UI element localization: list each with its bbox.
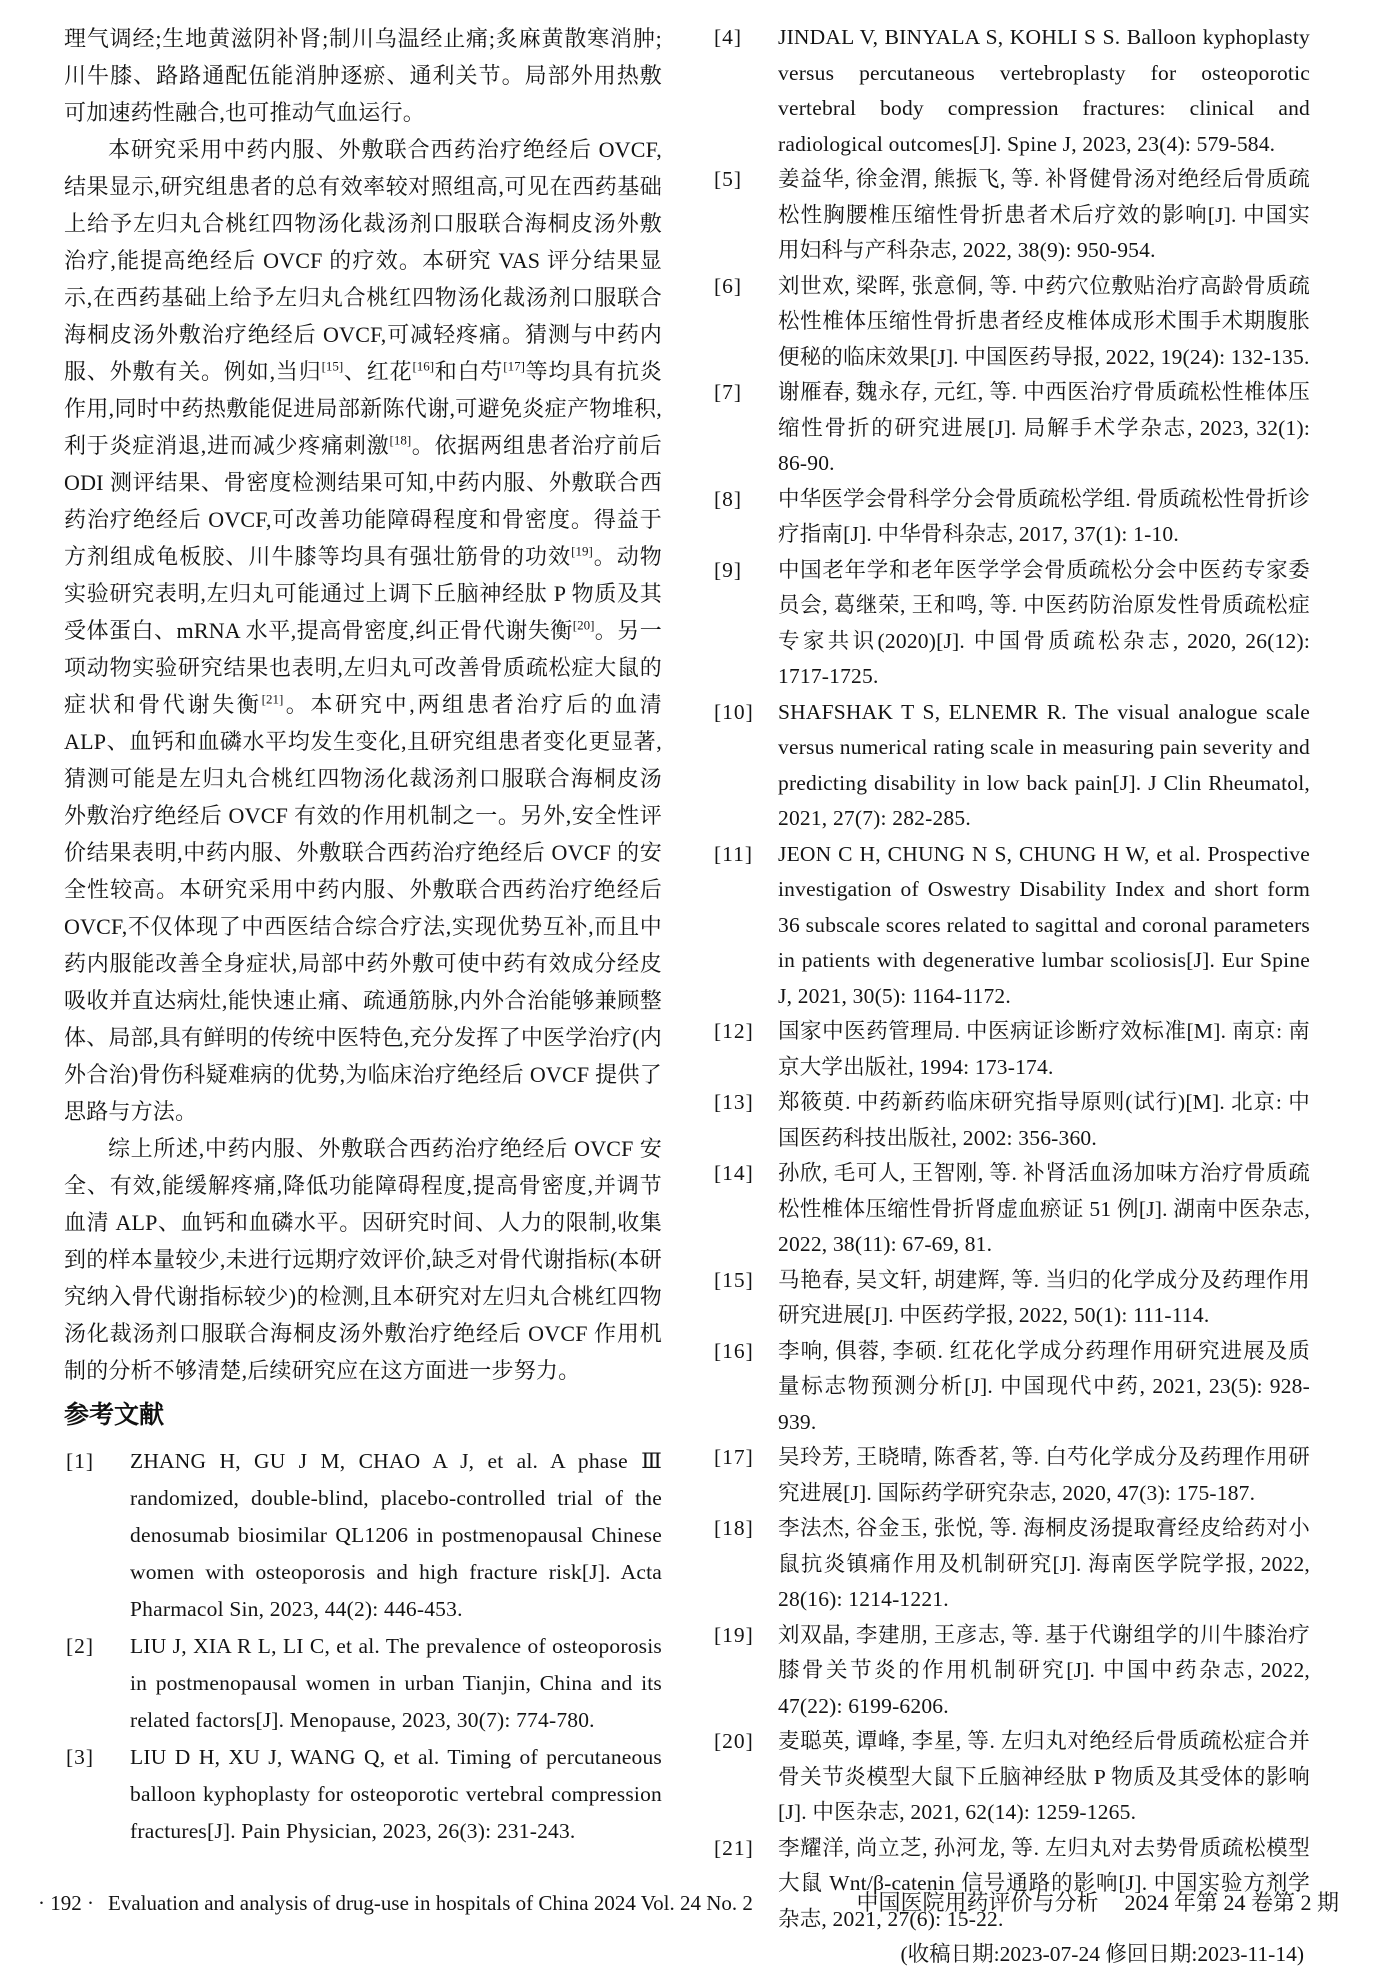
reference-label: [21] [714,1835,754,1860]
reference-text: 刘双晶, 李建朋, 王彦志, 等. 基于代谢组学的川牛膝治疗膝骨关节炎的作用机制研究[J]. 中国中药杂志, 2022, 47(22): 6199-6206. [778,1622,1310,1718]
footer-journal-name-en: Evaluation and analysis of drug-use in hospitals of China 2024 Vol. 24 No. 2 [108,1891,753,1915]
reference-item [712,553,1310,695]
reference-label: [5] [714,167,743,191]
reference-text: 李法杰, 谷金玉, 张悦, 等. 海桐皮汤提取膏经皮给药对小鼠抗炎镇痛作用及机制研究[J]. 海南医学院学报, 2022, 28(16): 1214-1221. [778,1516,1310,1611]
reference-label: [15] [714,1267,754,1292]
reference-item [64,1628,662,1739]
reference-label: [14] [714,1161,754,1185]
footer-journal-name-cn: 中国医院用药评价与分析 [856,1890,1099,1915]
reference-text: 谢雁春, 魏永存, 元红, 等. 中西医治疗骨质疏松性椎体压缩性骨折的研究进展[J]. 局解手术学杂志, 2023, 32(1): 86-90. [778,380,1310,475]
reference-label: [20] [714,1729,754,1753]
reference-text: LIU J, XIA R L, LI C, et al. The prevalence of osteoporosis in postmenopausal women in urban Tianjin, China and its related factors[J]. Menopause, 2023, 30(7): 774-780. [130,1634,662,1732]
reference-item [64,1443,662,1628]
reference-label: [10] [714,699,754,724]
reference-text: 李响, 俱蓉, 李硕. 红花化学成分药理作用研究进展及质量标志物预测分析[J]. 中国现代中药, 2021, 23(5): 928-939. [778,1338,1310,1434]
paragraph: 理气调经;生地黄滋阴补肾;制川乌温经止痛;炙麻黄散寒消肿;川牛膝、路路通配伍能消肿逐瘀、通利关节。局部外用热敷可加速药性融合,也可推动气血运行。 [64,26,662,125]
reference-label: [4] [714,25,743,49]
reference-label: [9] [714,557,743,582]
footer-issue-info: 2024 年第 24 卷第 2 期 [1124,1890,1339,1915]
reference-item [712,837,1310,1015]
reference-text: ZHANG H, GU J M, CHAO A J, et al. A phase Ⅲ randomized, double-blind, placebo-controlled trial of the denosumab biosimilar QL1206 in postmenopausal Chinese women with osteoporosis and high fracture risk[J]. Acta Pharmacol Sin, 2023, 44(2): 446-453. [130,1449,662,1621]
references-list-right [712,20,1310,1937]
citation-superscript: [16] [412,358,435,374]
reference-text: SHAFSHAK T S, ELNEMR R. The visual analogue scale versus numerical rating scale in measuring pain severity and predicting disability in low back pain[J]. J Clin Rheumatol, 2021, 27(7): 282-285. [778,699,1310,830]
reference-item [712,1511,1310,1618]
reference-item [712,269,1310,376]
citation-superscript: [18] [389,432,412,448]
page-footer [38,1886,1339,1917]
reference-text: JINDAL V, BINYALA S, KOHLI S S. Balloon kyphoplasty versus percutaneous vertebroplasty for osteoporotic vertebral body compression fractures: clinical and radiological outcomes[J]. Spine J, 2023, 23(4): 579-584. [778,25,1310,156]
reference-item [712,695,1310,837]
citation-superscript: [17] [503,358,525,374]
reference-item [712,1263,1310,1334]
reference-label: [19] [714,1622,754,1647]
paragraph: 综上所述,中药内服、外敷联合西药治疗绝经后 OVCF 安全、有效,能缓解疼痛,降低功能障碍程度,提高骨密度,并调节血清 ALP、血钙和血磷水平。因研究时间、人力的限制,收集到的样本量较少,未进行远期疗效评价,缺乏对骨代谢指标(本研究纳入骨代谢指标较少)的检测,且本研究对左归丸合桃红四物汤化裁汤剂口服联合海桐皮汤外敷治疗绝经后 OVCF 作用机制的分析不够清楚,后续研究应在这方面进一步努力。 [64,1136,662,1383]
footer-left [38,1891,753,1916]
reference-item [712,375,1310,482]
reference-text: 国家中医药管理局. 中医病证诊断疗效标准[M]. 南京: 南京大学出版社, 1994: 173-174. [778,1019,1310,1079]
paragraph: 本研究采用中药内服、外敷联合西药治疗绝经后 OVCF,结果显示,研究组患者的总有效率较对照组高,可见在西药基础上给予左归丸合桃红四物汤化裁汤剂口服联合海桐皮汤外敷治疗,能提高绝经后 OVCF 的疗效。本研究 VAS 评分结果显示,在西药基础上给予左归丸合桃红四物汤化裁汤剂口服联合海桐皮汤外敷治疗绝经后 OVCF,可减轻疼痛。猜测与中药内服、外敷有关。例如,当归[15]、红花[16]和白芍[17]等均具有抗炎作用,同时中药热敷能促进局部新陈代谢,可避免炎症产物堆积,利于炎症消退,进而减少疼痛刺激[18]。依据两组患者治疗前后 ODI 测评结果、骨密度检测结果可知,中药内服、外敷联合西药治疗绝经后 OVCF,可改善功能障碍程度和骨密度。得益于方剂组成龟板胶、川牛膝等均具有强壮筋骨的功效[19]。动物实验研究表明,左归丸可能通过上调下丘脑神经肽 P 物质及其受体蛋白、mRNA 水平,提高骨密度,纠正骨代谢失衡[20]。另一项动物实验研究结果也表明,左归丸可改善骨质疏松症大鼠的症状和骨代谢失衡[21]。本研究中,两组患者治疗后的血清 ALP、血钙和血磷水平均发生变化,且研究组患者变化更显著,猜测可能是左归丸合桃红四物汤化裁汤剂口服联合海桐皮汤外敷治疗绝经后 OVCF 有效的作用机制之一。另外,安全性评价结果表明,中药内服、外敷联合西药治疗绝经后 OVCF 的安全性较高。本研究采用中药内服、外敷联合西药治疗绝经后 OVCF,不仅体现了中西医结合综合疗法,实现优势互补,而且中药内服能改善全身症状,局部中药外敷可使中药有效成分经皮吸收并直达病灶,能快速止痛、疏通筋脉,内外合治能够兼顾整体、局部,具有鲜明的传统中医特色,充分发挥了中医学治疗(内外合治)骨伤科疑难病的优势,为临床治疗绝经后 OVCF 提供了思路与方法。 [64,137,663,1124]
reference-label: [12] [714,1019,754,1043]
reference-item [712,20,1310,162]
reference-text: 中国老年学和老年医学学会骨质疏松分会中医药专家委员会, 葛继荣, 王和鸣, 等. 中医药防治原发性骨质疏松症专家共识(2020)[J]. 中国骨质疏松杂志, 2020, 26(12): 1717-1725. [778,557,1310,688]
received-revised-dates: (收稿日期:2023-07-24 修回日期:2023-11-14) [900,1942,1304,1966]
reference-text: 李耀洋, 尚立芝, 孙河龙, 等. 左归丸对去势骨质疏松模型大鼠 Wnt/β-catenin 信号通路的影响[J]. 中国实验方剂学杂志, 2021, 27(6): 15-22. [778,1835,1310,1931]
reference-label: [1] [66,1449,95,1473]
reference-text: 刘世欢, 梁晖, 张意侗, 等. 中药穴位敷贴治疗高龄骨质疏松性椎体压缩性骨折患者经皮椎体成形术围手术期腹胀便秘的临床效果[J]. 中国医药导报, 2022, 19(24): 132-135. [778,273,1310,369]
reference-item [64,1739,662,1850]
reference-label: [17] [714,1445,754,1469]
citation-superscript: [15] [321,358,344,374]
reference-text: 麦聪英, 谭峰, 李星, 等. 左归丸对绝经后骨质疏松症合并骨关节炎模型大鼠下丘脑神经肽 P 物质及其受体的影响[J]. 中医杂志, 2021, 62(14): 1259-1265. [778,1729,1310,1824]
citation-superscript: [19] [571,543,593,559]
reference-item [712,1831,1310,1938]
reference-label: [16] [714,1338,754,1363]
citation-superscript: [21] [261,691,284,707]
reference-item [712,1156,1310,1263]
reference-item [712,1618,1310,1725]
reference-label: [6] [714,273,743,298]
reference-text: JEON C H, CHUNG N S, CHUNG H W, et al. Prospective investigation of Oswestry Disability Index and short form 36 subscale scores related to sagittal and coronal parameters in patients with degenerative lumbar scoliosis[J]. Eur Spine J, 2021, 30(5): 1164-1172. [778,841,1310,1008]
reference-item [712,1440,1310,1511]
reference-item [712,1085,1310,1156]
reference-label: [3] [66,1745,95,1769]
reference-text: 马艳春, 吴文轩, 胡建辉, 等. 当归的化学成分及药理作用研究进展[J]. 中医药学报, 2022, 50(1): 111-114. [778,1267,1310,1327]
reference-item [712,1014,1310,1085]
references-heading: 参考文献 [64,1401,165,1429]
footer-right [856,1886,1339,1917]
reference-text: 姜益华, 徐金渭, 熊振飞, 等. 补肾健骨汤对绝经后骨质疏松性胸腰椎压缩性骨折患者术后疗效的影响[J]. 中国实用妇科与产科杂志, 2022, 38(9): 950-954. [778,167,1310,262]
reference-text: 郑筱萸. 中药新药临床研究指导原则(试行)[M]. 北京: 中国医药科技出版社, 2002: 356-360. [778,1090,1310,1150]
reference-text: 孙欣, 毛可人, 王智刚, 等. 补肾活血汤加味方治疗骨质疏松性椎体压缩性骨折肾虚血瘀证 51 例[J]. 湖南中医杂志, 2022, 38(11): 67-69, 81. [778,1161,1310,1256]
reference-item [712,482,1310,553]
reference-label: [18] [714,1516,754,1540]
reference-label: [13] [714,1090,754,1114]
reference-item [712,1334,1310,1441]
reference-text: 中华医学会骨科学分会骨质疏松学组. 骨质疏松性骨折诊疗指南[J]. 中华骨科杂志, 2017, 37(1): 1-10. [778,486,1310,546]
left-column [64,20,662,1870]
reference-label: [7] [714,380,743,404]
reference-text: 吴玲芳, 王晓晴, 陈香茗, 等. 白芍化学成分及药理作用研究进展[J]. 国际药学研究杂志, 2020, 47(3): 175-187. [778,1445,1310,1505]
references-list-left [64,1443,662,1850]
reference-label: [11] [714,841,754,866]
citation-superscript: [20] [572,617,595,633]
discussion-text [64,20,662,1389]
page-number: · 192 · [38,1891,94,1915]
reference-item [712,162,1310,269]
reference-label: [8] [714,486,743,511]
reference-label: [2] [66,1634,95,1658]
reference-item [712,1724,1310,1831]
reference-text: LIU D H, XU J, WANG Q, et al. Timing of percutaneous balloon kyphoplasty for osteoporotic vertebral compression fractures[J]. Pain Physician, 2023, 26(3): 231-243. [130,1745,662,1843]
